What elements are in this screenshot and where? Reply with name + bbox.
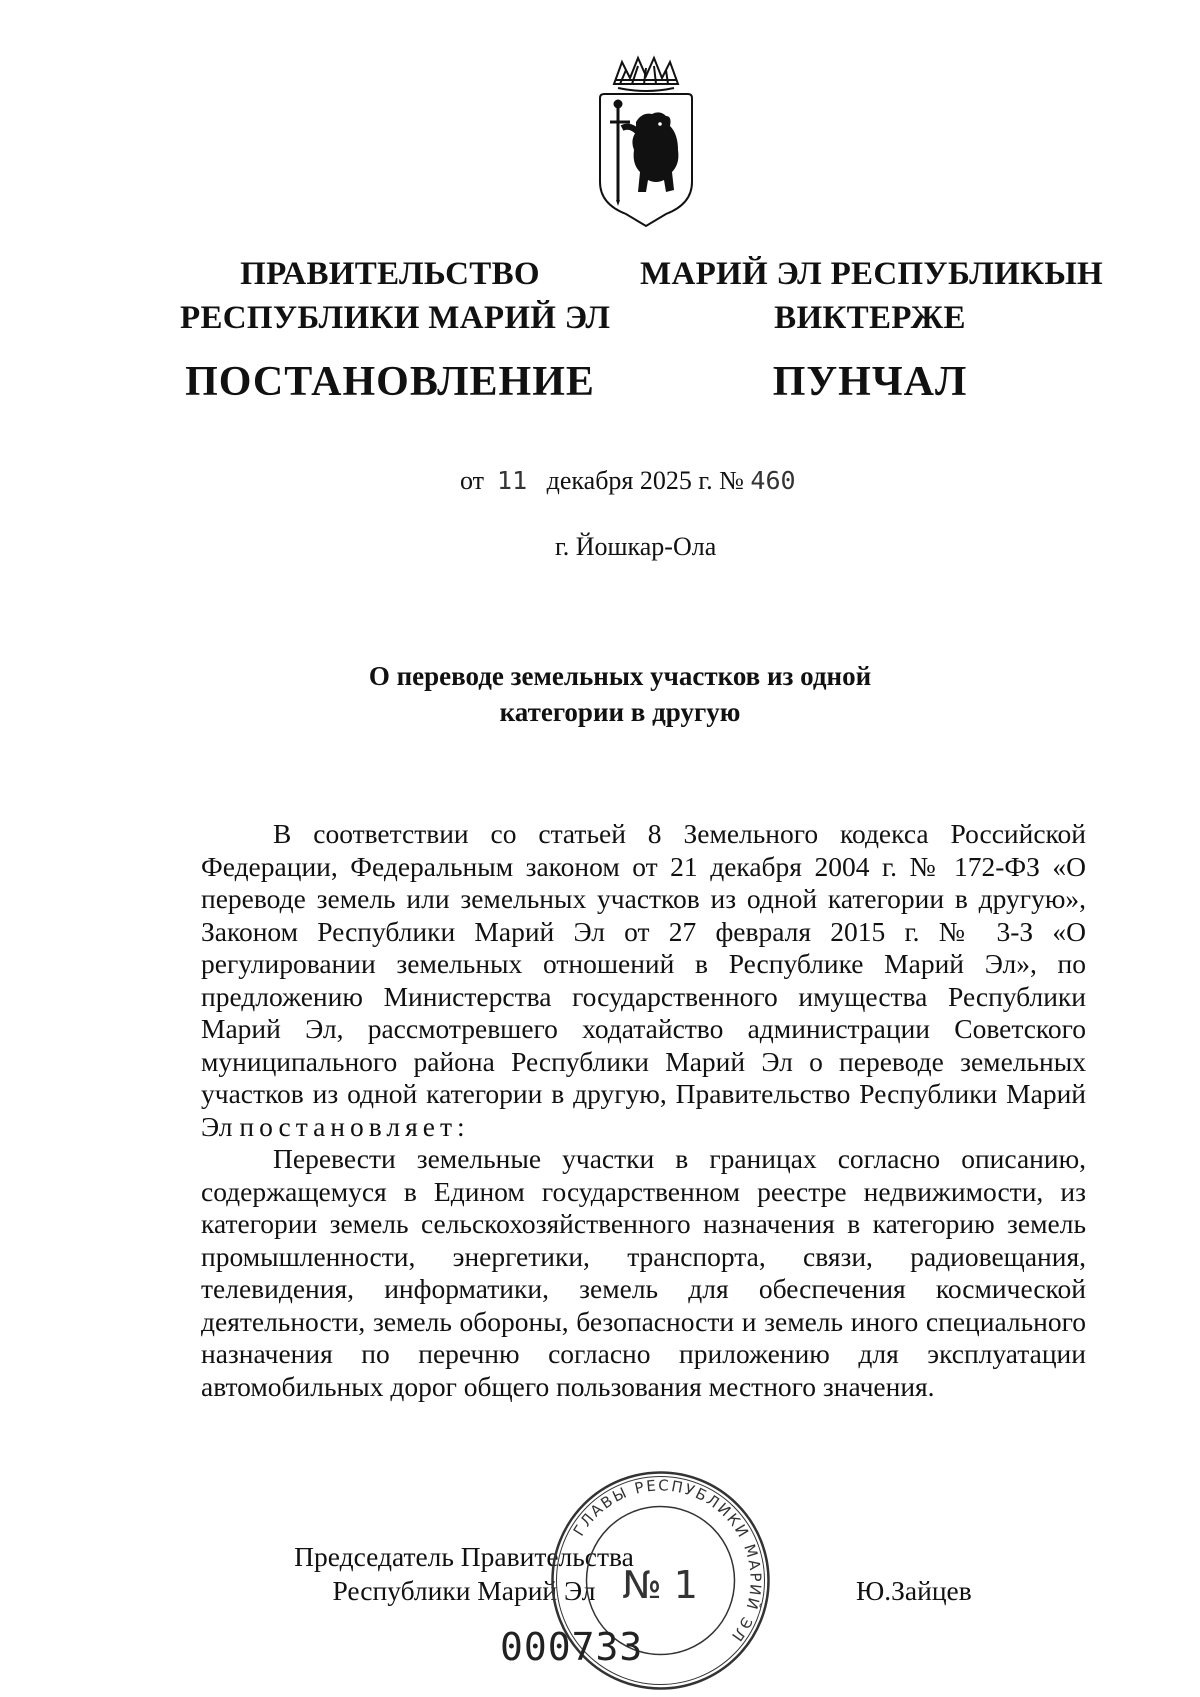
stamp-outer-text: ГЛАВЫ РЕСПУБЛИКИ МАРИЙ ЭЛ: [569, 1476, 765, 1647]
document-title: [290, 658, 950, 730]
government-name-line1: ПРАВИТЕЛЬСТВО: [240, 256, 540, 292]
date-month-year: декабря 2025 г. №: [546, 466, 744, 495]
document-date-line: [460, 466, 796, 496]
signature-position-line2: Республики Марий Эл: [332, 1575, 596, 1606]
body-paragraph-2: Перевести земельные участки в границах согласно описанию, содержащемуся в Едином государственном реестре недвижимости, из категории земель сельскохозяйственного назначения в категорию земель промышленности, энергетики, транспорта, связи, радиовещания, телевидения, информатики, земель для обеспечения космической деятельности, земель обороны, безопасности и земель иного специального назначения по перечню согласно приложению для эксплуатации автомобильных дорог общего пользования местного значения.: [201, 1143, 1086, 1402]
document-body: [201, 818, 1086, 1403]
government-name-line2: РЕСПУБЛИКИ МАРИЙ ЭЛ: [180, 300, 611, 336]
title-line1: О переводе земельных участков из одной: [368, 661, 872, 691]
date-day: 11: [497, 466, 528, 495]
body-paragraph-1: [201, 818, 1086, 1143]
stamp-number: № 1: [622, 1563, 698, 1607]
signature-position-line1: Председатель Правительства: [294, 1541, 634, 1572]
header-right: [640, 252, 1104, 406]
government-name-mari-line2: ВИКТЕРЖЕ: [774, 300, 966, 336]
date-prefix: от: [460, 466, 485, 495]
document-type-mari: ПУНЧАЛ: [772, 359, 968, 405]
title-line2: категории в другую: [499, 697, 741, 727]
resolution-word: постановляет:: [239, 1110, 470, 1142]
document-city: г. Йошкар-Ола: [555, 532, 717, 561]
document-number: 460: [750, 466, 796, 495]
body-paragraph-1-text: В соответствии со статьей 8 Земельного кодекса Российской Федерации, Федеральным законом от 21 декабря 2004 г. № 172-ФЗ «О переводе земель или земельных участков из одной категории в другую», Законом Республики Марий Эл от 27 февраля 2015 г. № 3-З «О регулировании земельных отношений в Республике Марий Эл», по предложению Министерства государственного имущества Республики Марий Эл, рассмотревшего ходатайство администрации Советского муниципального района Республики Марий Эл о переводе земельных участков из одной категории в другую, Правительство Республики Марий Эл: [201, 818, 1086, 1142]
header-left: [180, 252, 611, 406]
document-type-russian: ПОСТАНОВЛЕНИЕ: [185, 359, 595, 405]
government-name-mari-line1: МАРИЙ ЭЛ РЕСПУБЛИКЫН: [640, 256, 1104, 292]
coat-of-arms-icon: [586, 54, 706, 232]
signatory-name: Ю.Зайцев: [856, 1575, 972, 1606]
serial-number: 000733: [500, 1625, 644, 1669]
